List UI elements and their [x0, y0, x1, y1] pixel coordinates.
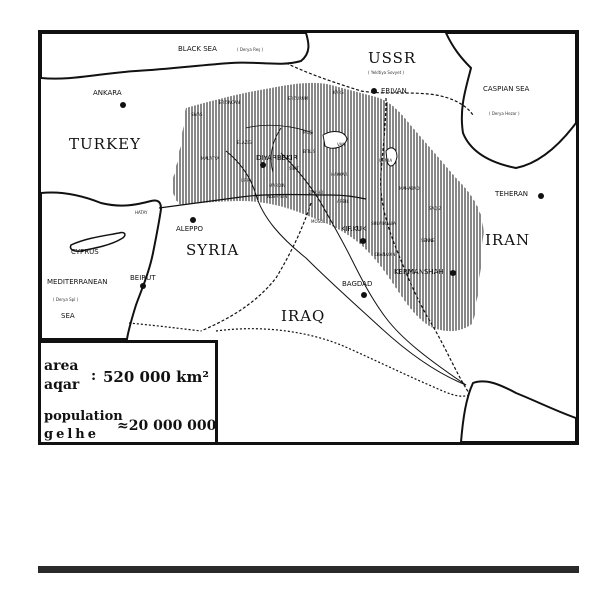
place-label: KHANAQIN — [374, 252, 396, 257]
place-label: URFA — [241, 178, 252, 183]
place-label: NUSAYBIN — [267, 194, 288, 199]
area-value: 520 000 km² — [103, 368, 209, 386]
label-kermanshah: KERMANSHAH — [394, 268, 444, 276]
erivan-dot — [371, 88, 377, 94]
note-mediterranean: ( Derya Spî ) — [53, 297, 79, 302]
lake-urmia — [386, 148, 397, 166]
area-label: area — [44, 358, 79, 374]
black-sea-coast — [41, 33, 308, 79]
bagdad-dot — [361, 292, 367, 298]
place-label: MARDIN — [269, 183, 286, 188]
place-label: SIVAS — [191, 112, 203, 117]
population-value: ≈20 000 000 — [117, 418, 217, 434]
place-label: ELAZIG — [237, 140, 252, 145]
label-black-sea: BLACK SEA — [178, 45, 217, 53]
place-label: ZAKHO — [309, 190, 324, 195]
kermanshah-dot — [450, 270, 456, 276]
place-label: MALATYA — [201, 156, 220, 161]
label-erivan: ERIVAN — [381, 87, 407, 95]
label-iraq: IRAQ — [281, 307, 326, 325]
info-box — [41, 340, 218, 442]
place-label: BITLIS — [303, 149, 316, 154]
label-mediterranean: MEDITERRANEAN — [47, 278, 108, 286]
label-ankara: ANKARA — [93, 89, 122, 97]
kirkuk-dot — [360, 238, 366, 244]
persian-gulf-coast — [461, 381, 576, 442]
map-frame — [38, 30, 579, 445]
place-label: VAN — [337, 142, 346, 147]
place-label: ERZURUM — [288, 96, 309, 101]
label-mosul: MOSUL — [311, 219, 326, 224]
place-label: MUŞ — [303, 130, 312, 135]
population-label: population — [44, 409, 123, 424]
note-black-sea: ( Derya Reş ) — [237, 47, 264, 52]
diyarbekir-dot — [260, 162, 266, 168]
place-label: HAKKARI — [331, 172, 349, 177]
label-aleppo: ALEPPO — [176, 225, 204, 233]
label-ussr: USSR — [368, 49, 417, 67]
place-label: ERZINCAN — [219, 100, 240, 105]
label-iran: IRAN — [485, 231, 531, 249]
label-kirkuk: KIRKUK — [341, 225, 367, 233]
area-label-kurdish: aqar — [44, 377, 80, 393]
label-beirut: BEIRUT — [130, 274, 156, 282]
place-label: MAHABAD — [399, 186, 420, 191]
label-turkey: TURKEY — [69, 135, 141, 153]
aleppo-dot — [190, 217, 196, 223]
syria-south-border — [129, 323, 201, 331]
area-separator: : — [91, 368, 97, 384]
place-label: URMIA — [379, 158, 393, 163]
ankara-dot — [120, 102, 126, 108]
label-teheran: TEHERAN — [495, 190, 528, 198]
label-syria: SYRIA — [186, 241, 240, 259]
label-cyprus: CYPRUS — [71, 248, 99, 256]
place-label: KARS — [333, 90, 344, 95]
bottom-rule — [38, 566, 579, 573]
caspian-sea-coast — [446, 33, 576, 168]
note-caspian-sea: ( Derya Hezar ) — [489, 111, 520, 116]
note-ussr: ( Yekîtiya Sovyet ) — [368, 70, 404, 75]
place-label: SIIRT — [289, 166, 299, 171]
label-bagdad: BAGDAD — [342, 280, 373, 288]
beirut-dot — [140, 283, 146, 289]
label-hatay: HATAY — [135, 210, 148, 215]
place-label: SENNE — [421, 238, 435, 243]
place-label: SAQIZ — [429, 206, 442, 211]
label-caspian-sea: CASPIAN SEA — [483, 85, 530, 93]
teheran-dot — [538, 193, 544, 199]
label-diyarbekir: DIYARBEKIR — [256, 154, 298, 162]
place-label: SULAIMANIA — [371, 221, 396, 226]
label-sea: SEA — [61, 312, 75, 320]
population-label-kurdish: gelhe — [44, 427, 100, 442]
iraq-south-border — [216, 329, 469, 396]
place-label: ARBIL — [337, 199, 349, 204]
